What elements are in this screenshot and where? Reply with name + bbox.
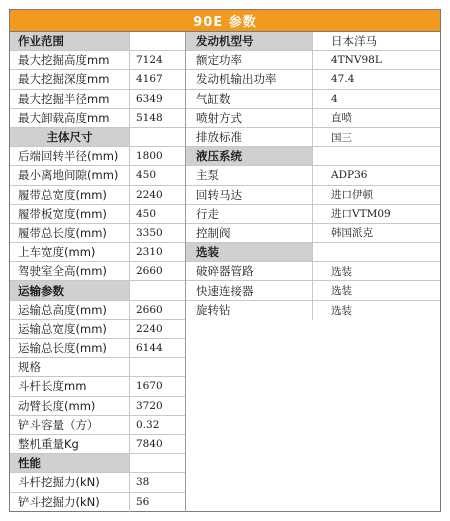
- spec-value: [130, 358, 185, 376]
- spec-row: [10, 320, 185, 339]
- spec-value: [130, 32, 185, 50]
- spec-row: [10, 90, 185, 109]
- spec-label: 履带板宽度(mm): [10, 205, 130, 223]
- spec-value: 2310: [136, 246, 163, 259]
- spec-value: 5148: [136, 111, 163, 124]
- spec-row: [10, 109, 185, 128]
- spec-value: [130, 454, 185, 472]
- section-title: 选装: [186, 243, 313, 261]
- section-title: 运输参数: [10, 281, 130, 299]
- spec-value: 4167: [136, 73, 163, 86]
- spec-row: [10, 147, 185, 166]
- spec-value: 0.32: [136, 418, 160, 431]
- spec-label: 运输总高度(mm): [10, 301, 130, 319]
- spec-value: 进口伊顿: [331, 189, 373, 202]
- spec-value: 韩国派克: [331, 227, 373, 240]
- spec-label: 最大挖掘半径mm: [10, 90, 130, 108]
- spec-label: 最小离地间隙(mm): [10, 166, 130, 184]
- spec-label: 铲斗容量（方）: [10, 416, 130, 434]
- spec-row: [186, 301, 440, 320]
- spec-label: 气缸数: [186, 90, 313, 108]
- spec-label: 旋转钻: [186, 301, 313, 320]
- spec-value: [130, 128, 185, 146]
- spec-value: 2240: [136, 188, 163, 201]
- spec-row: [10, 51, 185, 70]
- spec-row: [10, 377, 185, 396]
- spec-row: [186, 90, 440, 109]
- spec-value: 2660: [136, 265, 163, 278]
- spec-value: [313, 147, 440, 165]
- spec-row: [10, 166, 185, 185]
- spec-value: 3350: [136, 226, 163, 239]
- left-spec-column: [10, 32, 186, 512]
- spec-row: [10, 358, 185, 377]
- spec-value: 7124: [136, 54, 163, 67]
- spec-label: 履带总宽度(mm): [10, 186, 130, 204]
- spec-row: [186, 70, 440, 89]
- spec-row: [186, 224, 440, 243]
- spec-label: 主泵: [186, 166, 313, 184]
- spec-row: [10, 493, 185, 512]
- section-header-row: [10, 128, 185, 147]
- spec-value: 1670: [136, 380, 163, 393]
- section-header-row: [10, 281, 185, 300]
- spec-row: [186, 51, 440, 70]
- spec-value: 选装: [331, 304, 352, 317]
- spec-row: [186, 262, 440, 281]
- spec-label: 破碎器管路: [186, 262, 313, 280]
- spec-value: 选装: [331, 265, 352, 278]
- spec-label: 最大卸载高度mm: [10, 109, 130, 127]
- section-title: 作业范围: [10, 32, 130, 50]
- spec-value: 日本洋马: [313, 32, 440, 50]
- spec-label: 动臂长度(mm): [10, 397, 130, 415]
- spec-row: [10, 186, 185, 205]
- spec-value: 56: [136, 496, 150, 509]
- spec-row: [186, 281, 440, 300]
- section-title: 性能: [10, 454, 130, 472]
- spec-label: 后端回转半径(mm): [10, 147, 130, 165]
- spec-row: [10, 205, 185, 224]
- spec-label: 铲斗挖掘力(kN): [10, 493, 130, 512]
- spec-value: 6144: [136, 342, 163, 355]
- spec-value: 国三: [331, 131, 352, 144]
- spec-row: [10, 339, 185, 358]
- spec-label: 行走: [186, 205, 313, 223]
- spec-label: 整机重量Kg: [10, 435, 130, 453]
- spec-label: 最大挖掘深度mm: [10, 70, 130, 88]
- spec-row: [186, 166, 440, 185]
- spec-row: [186, 186, 440, 205]
- spec-label: 斗杆长度mm: [10, 377, 130, 395]
- spec-value: [130, 281, 185, 299]
- spec-row: [10, 243, 185, 262]
- spec-value: 1800: [136, 150, 163, 163]
- spec-label: 斗杆挖掘力(kN): [10, 473, 130, 491]
- spec-label: 运输总长度(mm): [10, 339, 130, 357]
- spec-row: [10, 435, 185, 454]
- spec-row: [10, 301, 185, 320]
- spec-label: 驾驶室全高(mm): [10, 262, 130, 280]
- spec-label: 控制阀: [186, 224, 313, 242]
- spec-row: [186, 128, 440, 147]
- spec-value: 直喷: [331, 112, 352, 125]
- spec-label: 快速连接器: [186, 281, 313, 299]
- section-header-row: [186, 243, 440, 262]
- spec-row: [10, 70, 185, 89]
- spec-label: 发动机输出功率: [186, 70, 313, 88]
- spec-label: 履带总长度(mm): [10, 224, 130, 242]
- spec-label: 喷射方式: [186, 109, 313, 127]
- spec-value: 450: [136, 207, 157, 220]
- spec-row: [10, 416, 185, 435]
- section-title: 主体尺寸: [10, 128, 130, 146]
- spec-row: [186, 109, 440, 128]
- spec-label: 运输总宽度(mm): [10, 320, 130, 338]
- spec-row: [10, 473, 185, 492]
- spec-value: 38: [136, 476, 150, 489]
- spec-value: 4: [331, 92, 338, 105]
- spec-value: 2240: [136, 322, 163, 335]
- spec-label: 排放标准: [186, 128, 313, 146]
- spec-row: [10, 397, 185, 416]
- spec-value: ADP36: [331, 169, 368, 182]
- spec-value: 进口VTM09: [331, 208, 391, 221]
- spec-value: 6349: [136, 92, 163, 105]
- spec-label: 上车宽度(mm): [10, 243, 130, 261]
- spec-columns: [10, 32, 440, 512]
- spec-value: 2660: [136, 303, 163, 316]
- spec-value: [313, 243, 440, 261]
- spec-row: [10, 224, 185, 243]
- section-header-row: [10, 32, 185, 51]
- spec-value: 选装: [331, 285, 352, 298]
- spec-value: 450: [136, 169, 157, 182]
- section-title: 发动机型号: [186, 32, 313, 50]
- spec-value: 4TNV98L: [331, 54, 382, 67]
- spec-label: 最大挖掘高度mm: [10, 51, 130, 69]
- spec-label: 规格: [10, 358, 130, 376]
- right-spec-column: [186, 32, 440, 512]
- section-header-row: [186, 32, 440, 51]
- section-title: 液压系统: [186, 147, 313, 165]
- spec-sheet: [9, 9, 441, 512]
- spec-value: 47.4: [331, 73, 355, 86]
- spec-row: [186, 205, 440, 224]
- section-header-row: [10, 454, 185, 473]
- spec-value: 3720: [136, 399, 163, 412]
- spec-label: 额定功率: [186, 51, 313, 69]
- spec-label: 回转马达: [186, 186, 313, 204]
- sheet-title: 90E 参数: [10, 10, 440, 32]
- spec-row: [10, 262, 185, 281]
- spec-value: 7840: [136, 438, 163, 451]
- section-header-row: [186, 147, 440, 166]
